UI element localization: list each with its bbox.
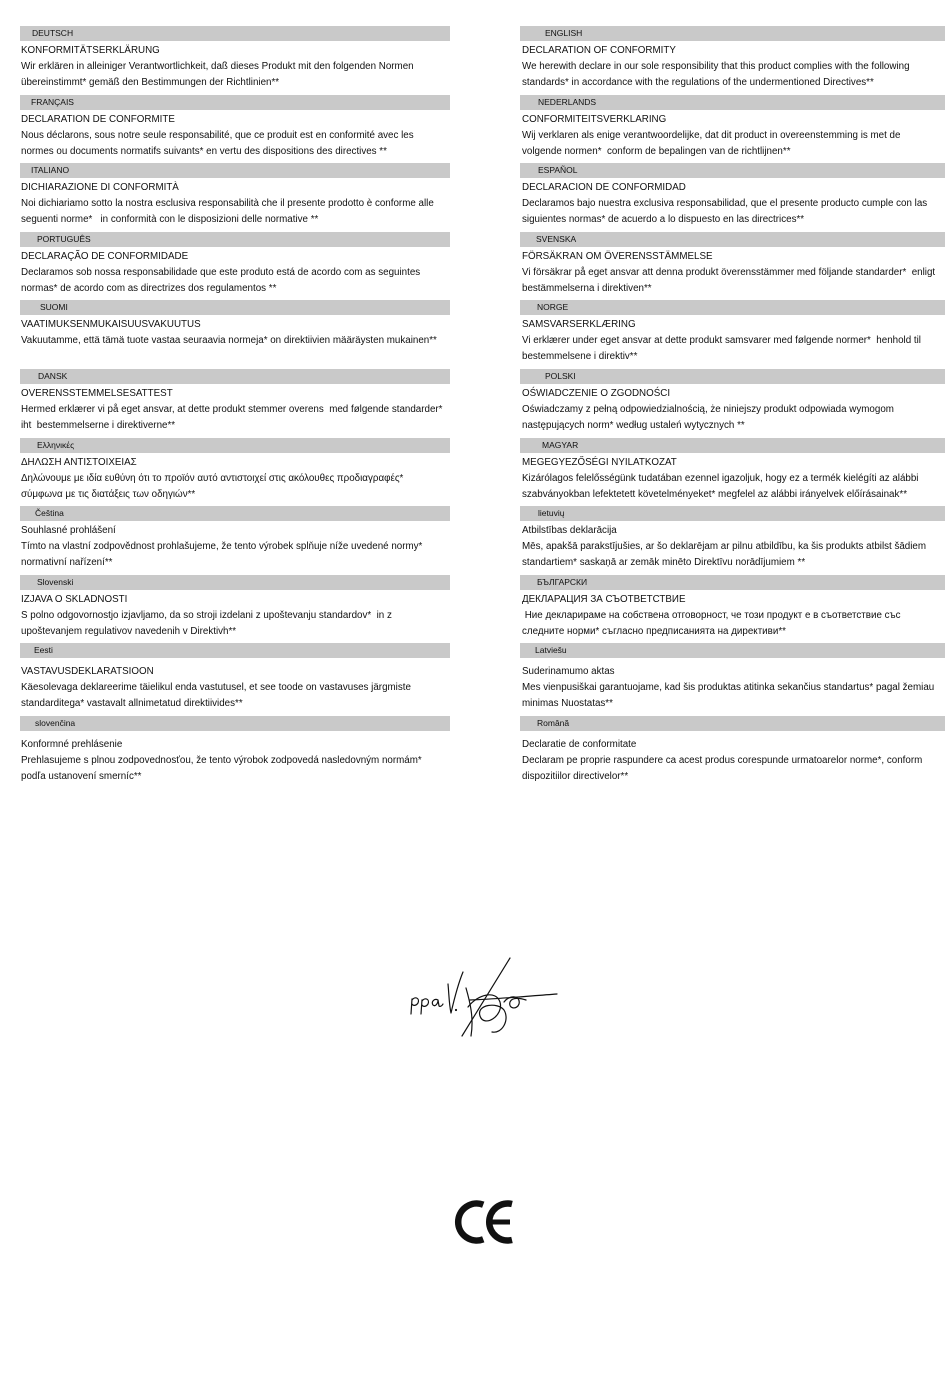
- language-label: Română: [537, 718, 570, 729]
- language-label: ITALIANO: [31, 165, 70, 176]
- declaration-text-line: minimas Nuostatas**: [522, 698, 613, 710]
- language-header-bar: [20, 163, 450, 178]
- declaration-text-line: Declaram pe proprie raspundere ca acest produs corespunde urmatoarelor norme*, conform: [522, 755, 923, 767]
- declaration-svenska: [520, 232, 945, 301]
- declaration-text-line: Prehlasujeme s plnou zodpovednosťou, že tento výrobok zodpovedá nasledovným normám*: [21, 755, 422, 767]
- language-label: slovenčina: [35, 718, 76, 729]
- declaration-deutsch: [20, 26, 450, 95]
- declaration-suomi: [20, 300, 450, 369]
- declaration-cestina: [20, 506, 450, 575]
- right-column: [520, 26, 945, 785]
- language-header-bar: [520, 26, 945, 41]
- language-label: Latviešu: [535, 645, 567, 656]
- declaration-text-line: siguientes normas* de acuerdo a lo dispuesto en las directrices**: [522, 214, 805, 226]
- declaration-text-line: Vakuutamme, että tämä tuote vastaa seuraavia normeja* on direktiivien määräysten mukainen**: [21, 335, 437, 347]
- language-label: Eesti: [34, 645, 53, 656]
- declaration-text-line: Käesolevaga deklareerime täielikul enda vastutusel, et see toode on vastavuses järgmiste: [21, 682, 411, 694]
- declaration-title: SAMSVARSERKLÆRING: [522, 319, 636, 331]
- declaration-text-line: Declaramos bajo nuestra exclusiva responsabilidad, que el presente producto cumple con las: [522, 198, 928, 210]
- language-header-bar: [20, 716, 450, 731]
- language-label: ESPAÑOL: [538, 165, 578, 176]
- declaration-title: Declaratie de conformitate: [522, 739, 637, 751]
- declaration-title: IZJAVA O SKLADNOSTI: [21, 593, 128, 605]
- declaration-norge: [520, 300, 945, 369]
- language-label: lietuvių: [538, 508, 565, 519]
- language-header-bar: [520, 506, 945, 521]
- declaration-text-line: seguenti norme* in conformità con le disposizioni delle normative **: [21, 214, 319, 226]
- declaration-text-line: Oświadczamy z pełną odpowiedzialnością, że niniejszy produkt odpowiada wymogom: [522, 403, 894, 415]
- language-label: DEUTSCH: [32, 28, 74, 38]
- declaration-text-line: Kizárólagos felelősségünk tudatában ezennel igazoljuk, hogy ez a termék kielégíti az alábbi: [522, 472, 919, 484]
- language-label: SVENSKA: [536, 233, 577, 244]
- ce-mark-logo: [452, 1198, 516, 1246]
- language-label: FRANÇAIS: [31, 96, 74, 107]
- language-header-bar: [520, 163, 945, 178]
- language-header-bar: [20, 232, 450, 247]
- declaration-text-line: Wij verklaren als enige verantwoordelijke, dat dit product in overeenstemming is met de: [522, 129, 901, 141]
- language-header-bar: [20, 95, 450, 110]
- declaration-text-line: następujących norm* według ustaleń wytycznych **: [522, 419, 745, 431]
- declaration-title: FÖRSÄKRAN OM ÖVERENSSTÄMMELSE: [522, 250, 713, 262]
- declaration-latviesu: [520, 643, 945, 716]
- declaration-title: CONFORMITEITSVERKLARING: [522, 113, 667, 125]
- declaration-title: DECLARACION DE CONFORMIDAD: [522, 182, 686, 194]
- declaration-slovencina: [20, 716, 450, 785]
- language-header-bar: [520, 300, 945, 315]
- declaration-title: OVERENSSTEMMELSESATTEST: [21, 387, 173, 399]
- declaration-text-line: следните норми* съгласно предписанията на директиви**: [522, 625, 786, 637]
- declaration-text-line: Mes vienpusiškai garantuojame, kad šis produktas atitinka sekančius standartus* pagal žemiau: [522, 682, 935, 694]
- language-label: ENGLISH: [545, 28, 583, 38]
- declaration-text-line: dispozitiilor directivelor**: [522, 771, 629, 783]
- declaration-espanol: [520, 163, 945, 232]
- language-header-bar: [520, 575, 945, 590]
- declaration-lietuviu: [520, 506, 945, 575]
- left-column: [20, 26, 450, 785]
- declaration-romana: [520, 716, 945, 785]
- declaration-text-line: Vi försäkrar på eget ansvar att denna produkt överensstämmer med följande standarder* enligt: [522, 266, 936, 278]
- declaration-dansk: [20, 369, 450, 438]
- language-header-bar: [520, 369, 945, 384]
- declaration-text-line: Mēs, apakšā parakstījušies, ar šo deklarējam ar pilnu atbildību, ka šis produkts atbilst šādiem: [522, 541, 927, 553]
- language-header-bar: [520, 438, 945, 453]
- declaration-title: Konformné prehlásenie: [21, 739, 123, 751]
- declaration-text-line: iht bestemmelserne i direktiverne**: [21, 419, 176, 431]
- declaration-title: KONFORMITÄTSERKLÄRUNG: [21, 45, 160, 56]
- declaration-title: VAATIMUKSENMUKAISUUSVAKUUTUS: [21, 319, 201, 331]
- declaration-text-line: Wir erklären in alleiniger Verantwortlichkeit, daß dieses Produkt mit den folgenden Normen: [21, 61, 414, 72]
- language-label: БЪЛГАРСКИ: [537, 576, 588, 587]
- declaration-text-line: standartiem* saskaņā ar zemāk minēto Direktīvu norādījumiem **: [522, 557, 806, 569]
- declaration-text-line: podľa ustanovení smerníc**: [21, 771, 142, 783]
- language-header-bar: [20, 438, 450, 453]
- declaration-text-line: Tímto na vlastní zodpovědnost prohlašujeme, že tento výrobek splňuje níže uvedené normy*: [21, 541, 423, 553]
- language-header-bar: [520, 716, 945, 731]
- declaration-text-line: bestämmelserna i direktiven**: [522, 282, 652, 294]
- language-header-bar: [520, 643, 945, 658]
- declaration-english: [520, 26, 945, 95]
- language-header-bar: [20, 26, 450, 41]
- handwritten-signature: [404, 952, 564, 1044]
- declaration-text-line: bestemmelsene i direktiv**: [522, 351, 638, 363]
- declaration-text-line: We herewith declare in our sole responsibility that this product complies with the following: [522, 61, 910, 72]
- declaration-text-line: szabványokban lefektetett követelményeket* megfelel az alábbi irányelvek előírásainak**: [522, 488, 908, 500]
- language-label: NEDERLANDS: [538, 96, 597, 107]
- declaration-slovenski: [20, 575, 450, 644]
- language-label: MAGYAR: [542, 439, 579, 450]
- declaration-eesti: [20, 643, 450, 716]
- language-header-bar: [20, 369, 450, 384]
- declaration-text-line: Vi erklærer under eget ansvar at dette produkt samsvarer med følgende normer* henhold til: [522, 335, 921, 347]
- language-header-bar: [20, 300, 450, 315]
- declaration-italiano: [20, 163, 450, 232]
- declaration-title: DECLARAÇÃO DE CONFORMIDADE: [21, 250, 189, 262]
- language-header-bar: [20, 506, 450, 521]
- language-label: DANSK: [38, 370, 68, 381]
- language-label: SUOMI: [40, 302, 68, 313]
- language-label: Ελληνικές: [37, 439, 75, 450]
- declaration-text-line: Declaramos sob nossa responsabilidade que este produto está de acordo com as seguintes: [21, 266, 421, 278]
- declaration-text-line: volgende normen* conform de bepalingen van de richtlijnen**: [522, 145, 791, 157]
- declaration-balgarski: [520, 575, 945, 644]
- declaration-magyar: [520, 438, 945, 507]
- declaration-text-line: standards* in accordance with the regulations of the undermentioned Directives**: [522, 77, 874, 88]
- language-header-bar: [520, 232, 945, 247]
- declaration-text-line: normas* de acordo com as directrizes dos regulamentos **: [21, 282, 277, 294]
- declaration-text-line: Δηλώνουμε με ιδία ευθύνη ότι το προϊόν αυτό αντιστοιχεί στις ακόλουθες προδιαγραφές*: [21, 472, 404, 484]
- declaration-text-line: Hermed erklærer vi på eget ansvar, at dette produkt stemmer overens med følgende standarder*: [21, 403, 443, 415]
- language-label: NORGE: [537, 302, 569, 313]
- declaration-text-line: standarditega* vastavalt allnimetatud direktiivides**: [21, 698, 243, 710]
- declaration-title: DICHIARAZIONE DI CONFORMITÀ: [21, 182, 179, 194]
- declaration-text-line: übereinstimmt* gemäß den Bestimmungen der Richtlinien**: [21, 77, 280, 88]
- declaration-francais: [20, 95, 450, 164]
- declaration-title: MEGEGYEZŐSÉGI NYILATKOZAT: [522, 456, 677, 468]
- language-header-bar: [20, 575, 450, 590]
- declaration-text-line: σύμφωνα με τις διατάξεις των οδηγιών**: [21, 488, 196, 500]
- language-label: POLSKI: [545, 370, 576, 381]
- declaration-title: DECLARATION DE CONFORMITE: [21, 113, 175, 125]
- declaration-title: ΔΗΛΩΣΗ ΑΝΤΙΣΤΟΙΧΕΙΑΣ: [21, 456, 137, 468]
- declaration-title: VASTAVUSDEKLARATSIOON: [21, 666, 154, 678]
- language-label: Čeština: [35, 508, 64, 519]
- language-header-bar: [20, 643, 450, 658]
- declaration-text-line: normativní nařízení**: [21, 557, 113, 569]
- declaration-text-line: Noi dichiariamo sotto la nostra esclusiva responsabilità che il presente prodotto è conforme alle: [21, 198, 434, 210]
- declaration-text-line: normes ou documents normatifs suivants* en vertu des dispositions des directives **: [21, 145, 387, 157]
- declaration-ellinika: [20, 438, 450, 507]
- declaration-title: Suderinamumo aktas: [522, 666, 615, 678]
- declaration-text-line: upoštevanjem regulativov navedenih v Direktivh**: [21, 625, 237, 637]
- declaration-title: DECLARATION OF CONFORMITY: [522, 45, 676, 56]
- declaration-title: ДЕКЛАРАЦИЯ ЗА СЪОТВЕТСТВИЕ: [522, 593, 686, 605]
- declaration-title: Souhlasné prohlášení: [21, 525, 116, 537]
- declaration-portugues: [20, 232, 450, 301]
- language-label: PORTUGUÊS: [37, 233, 91, 244]
- declaration-polski: [520, 369, 945, 438]
- language-header-bar: [520, 95, 945, 110]
- declaration-text-line: Ние декларираме на собствена отговорност, че този продукт е в съответствие със: [522, 609, 901, 621]
- language-label: Slovenski: [37, 576, 74, 587]
- declaration-nederlands: [520, 95, 945, 164]
- declaration-text-line: S polno odgovornostjo izjavljamo, da so stroji izdelani z upoštevanju standardov* in z: [21, 609, 392, 621]
- declaration-title: OŚWIADCZENIE O ZGODNOŚCI: [522, 387, 671, 399]
- declaration-text-line: Nous déclarons, sous notre seule responsabilité, que ce produit est en conformité avec les: [21, 129, 414, 141]
- declaration-title: Atbilstības deklarācija: [522, 525, 617, 537]
